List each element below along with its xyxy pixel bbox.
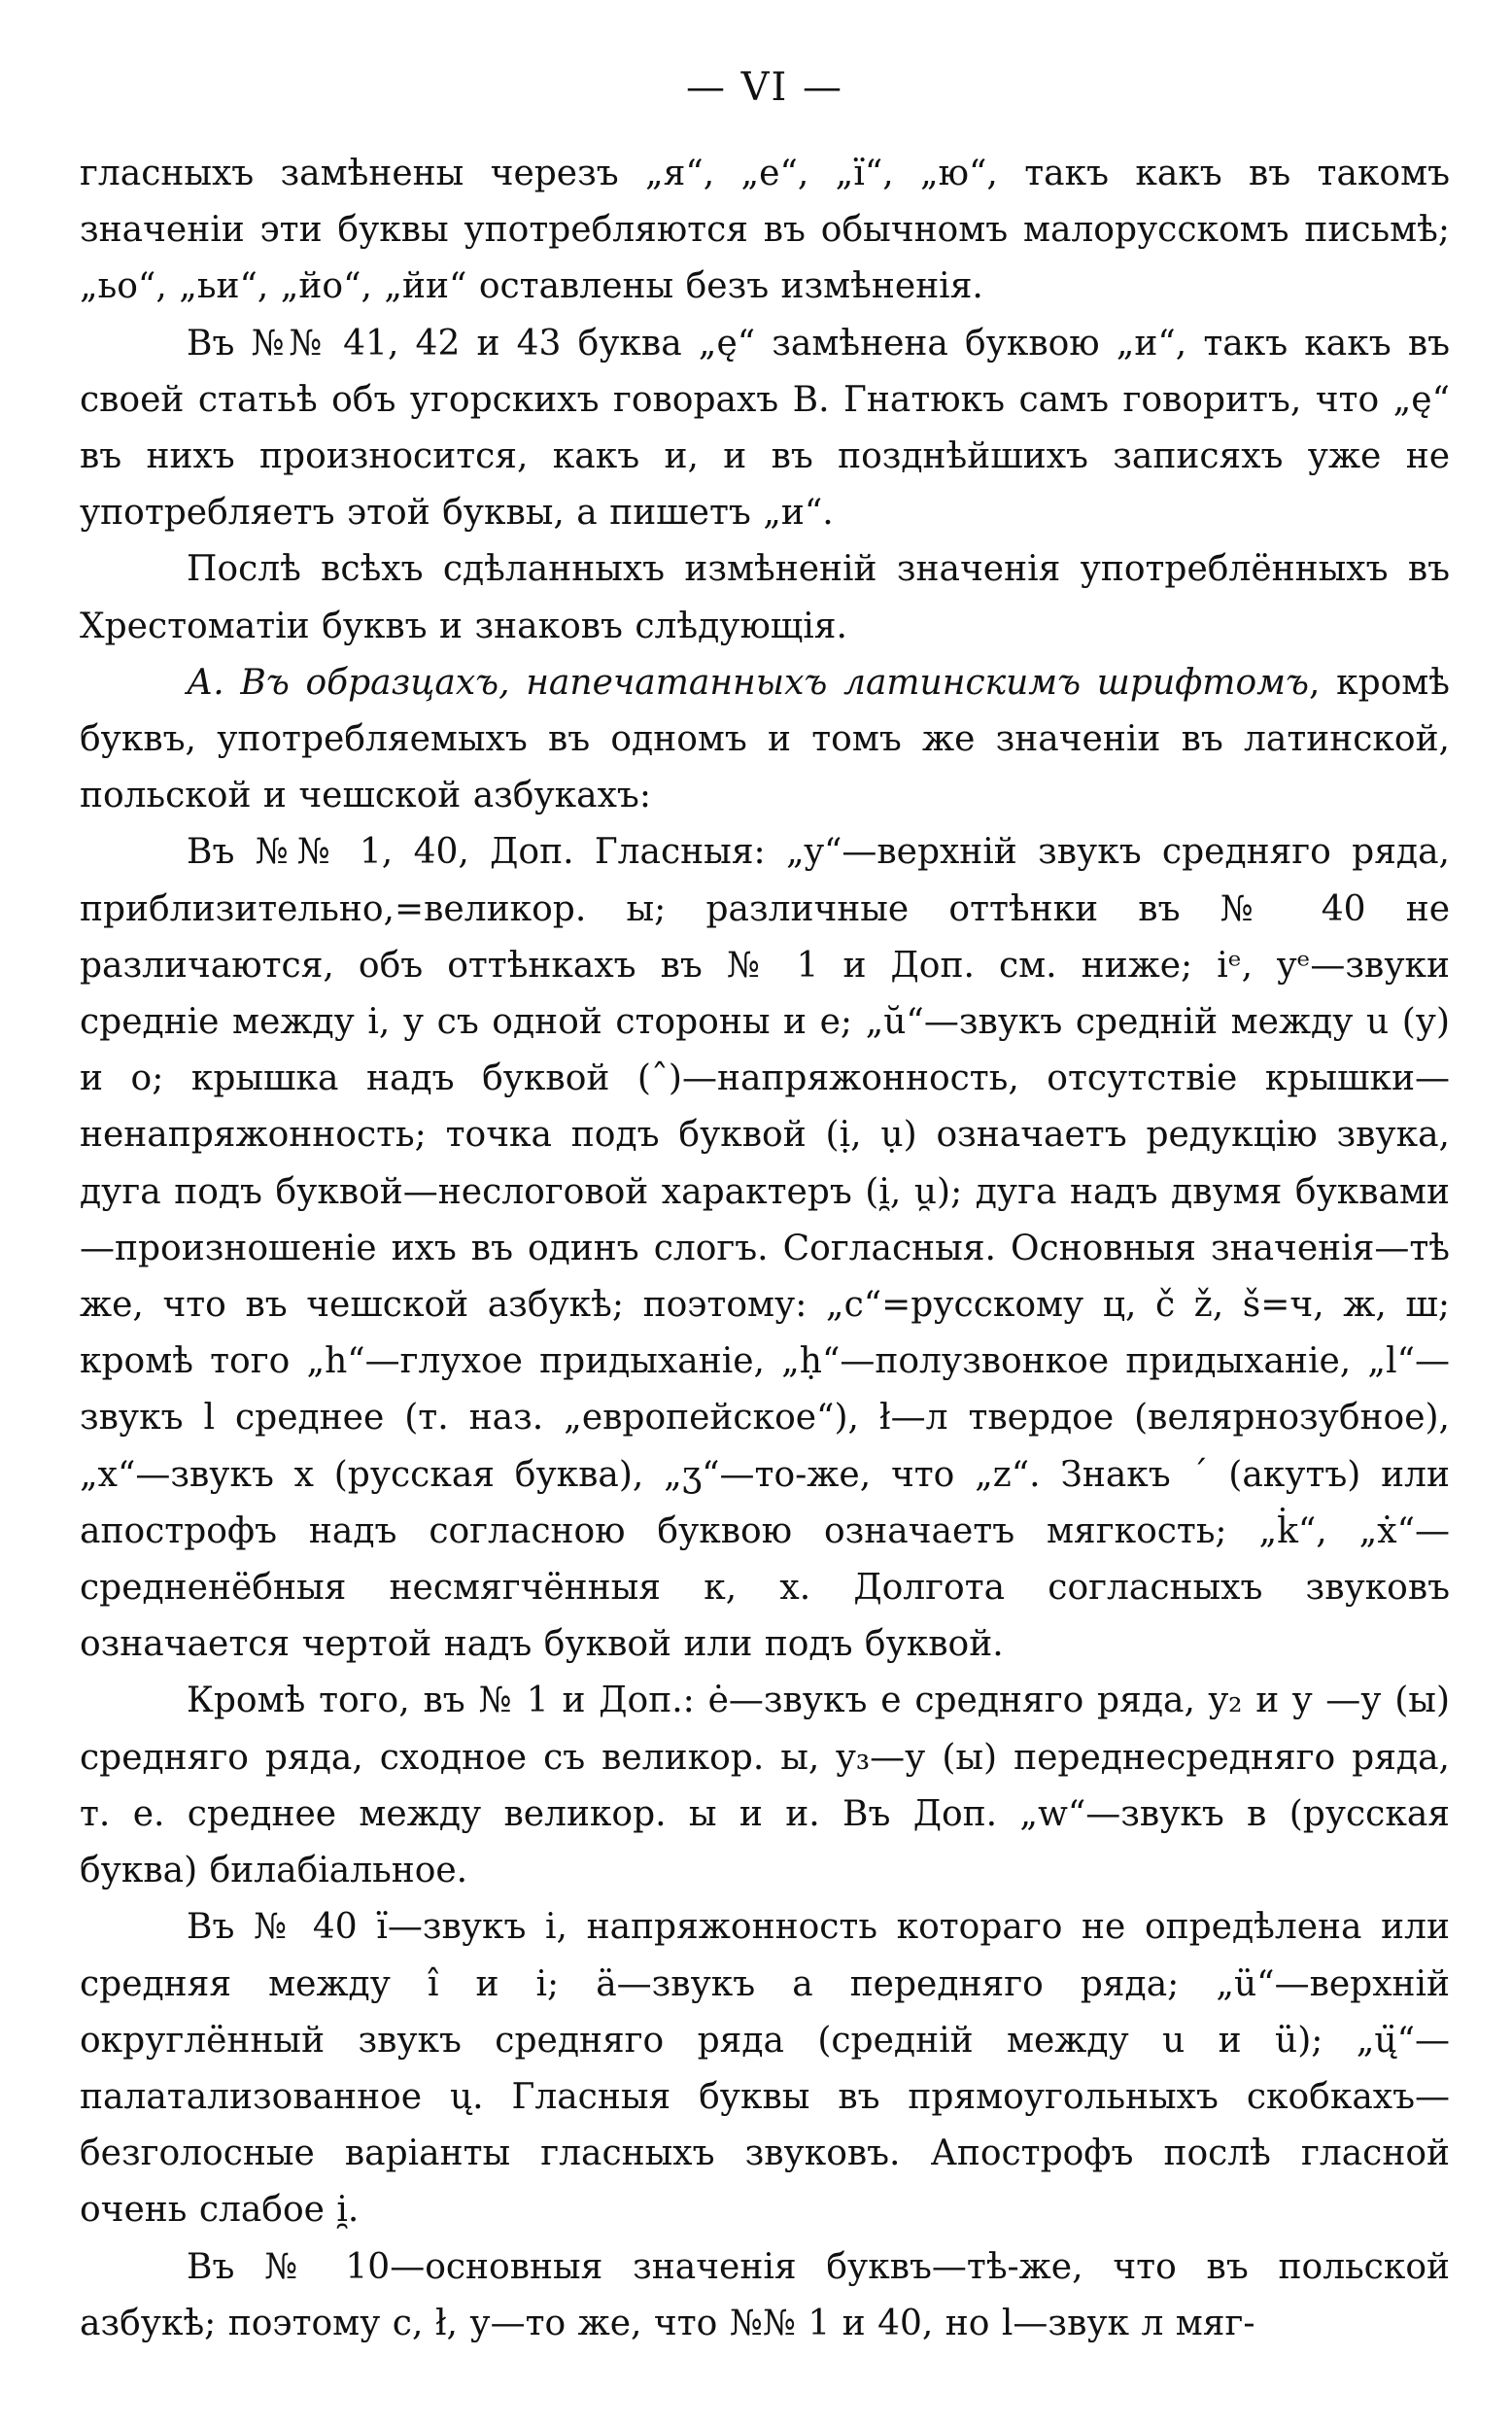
paragraph: Въ №№ 1, 40, Доп. Гласныя: „y“—верхнiй звукъ средняго ряда, приблизительно,=великор. ы; различные оттѣнки въ № 40 не различаются, объ оттѣнкахъ въ № 1 и Доп. см. ниже; iᵉ, yᵉ—звуки среднiе между і, у съ одной стороны и е; „ŭ“—звукъ среднiй между u (у) и o; крышка надъ буквой (ˆ)—напряжонность, отсутствiе крышки—ненапряжонность; точка подъ буквой (ị, ụ) означаетъ редукцiю звука, дуга подъ буквой—неслоговой характеръ (i̯, u̯); дуга надъ двумя буквами—произношенiе ихъ въ одинъ слогъ. Согласныя. Основныя значенiя—тѣ же, что въ чешской азбукѣ; поэтому: „c“=русскому ц, č ž, š=ч, ж, ш; кромѣ того „h“—глухое придыханiе, „ḥ“—полузвонкое придыханiе, „l“—звукъ l среднее (т. наз. „европейское“), ł—л твердое (велярнозубное), „x“—звукъ х (русская буква), „ʒ“—то-же, что „z“. Знакъ ´ (акутъ) или апострофъ надъ согласною буквою означаетъ мягкость; „k̇“, „ẋ“—средненёбныя несмягчённыя к, х. Долгота согласныхъ звуковъ означается чертой надъ буквой или подъ буквой. [80,832,1450,1665]
paragraph: Въ № 10—основныя значенiя буквъ—тѣ-же, что въ польской азбукѣ; поэтому с, ł, у—то же, что №№ 1 и 40, но l—звук л мяг- [80,2246,1450,2343]
paragraph-text: , кромѣ буквъ, употребляемыхъ въ одномъ и томъ же значенiи въ латинской, польской и чешской азбукахъ: [80,662,1450,816]
paragraph: Кромѣ того, въ № 1 и Доп.: ė—звукъ е средняго ряда, y₂ и y —у (ы) средняго ряда, сходное съ великор. ы, y₃—у (ы) переднесредняго ряда, т. е. среднее между великор. ы и и. Въ Доп. „w“—звукъ в (русская буква) билабiальное. [80,1681,1450,1891]
paragraph: гласныхъ замѣнены черезъ „я“, „е“, „ї“, „ю“, такъ какъ въ такомъ значенiи эти буквы употребляются въ обычномъ малорусскомъ письмѣ; „ьо“, „ьи“, „йо“, „йи“ оставлены безъ измѣненiя. [80,154,1450,307]
paragraph: Въ №№ 41, 42 и 43 буква „ę“ замѣнена буквою „и“, такъ какъ въ своей статьѣ объ угорскихъ говорахъ В. Гнатюкъ самъ говоритъ, что „ę“ въ нихъ произносится, какъ и, и въ позднѣйшихъ записяхъ уже не употребляетъ этой буквы, а пишетъ „и“. [80,323,1450,534]
document-page [80,58,1450,2410]
page-number: — VI — [685,65,844,110]
paragraph [80,655,1450,825]
paragraph: Въ № 40 ї—звукъ і, напряжонность котораго не опредѣлена или средняя между î и i; ä—звукъ а передняго ряда; „ü“—верхнiй округлённый звукъ средняго ряда (среднiй между u и ü); „ų̈“—палатализованное ų. Гласныя буквы въ прямоугольныхъ скобкахъ—безголосные варiанты гласныхъ звуковъ. Апострофъ послѣ гласной очень слабое i̯. [80,1907,1450,2231]
italic-phrase: А. Въ образцахъ, напечатанныхъ латинскимъ шрифтомъ [187,662,1309,703]
paragraph: Послѣ всѣхъ сдѣланныхъ измѣненiй значенiя употреблённыхъ въ Хрестоматiи буквъ и знаковъ слѣдующiя. [80,549,1450,646]
